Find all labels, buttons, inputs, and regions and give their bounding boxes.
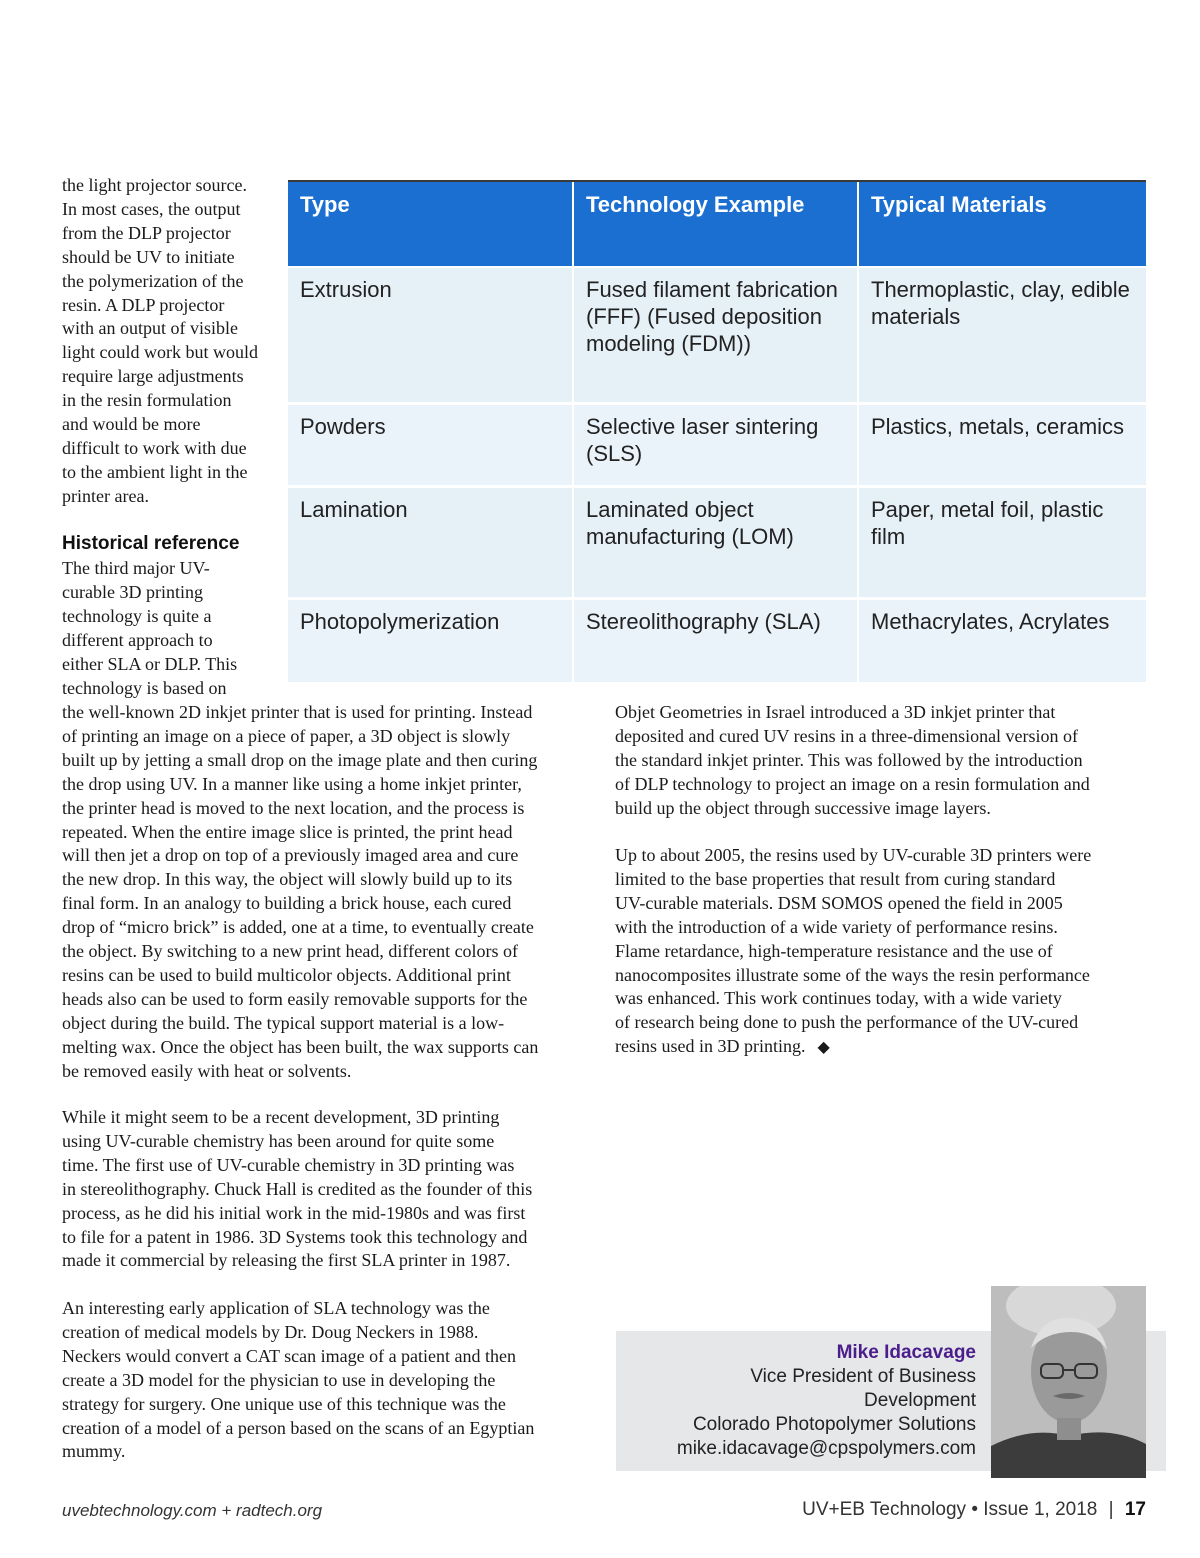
- table-cell-type: Photopolymerization: [288, 598, 573, 682]
- text-line: mummy.: [62, 1441, 126, 1462]
- text-line: creation of medical models by Dr. Doug Neckers in 1988.: [62, 1321, 479, 1342]
- text-line: drop of “micro brick” is added, one at a time, to eventually create: [62, 917, 534, 938]
- author-photo: [991, 1286, 1146, 1478]
- author-info: [616, 1341, 976, 1461]
- table-row: [288, 486, 1146, 598]
- text-line: using UV-curable chemistry has been around for quite some: [62, 1130, 495, 1151]
- history-paragraph-sla: [62, 1106, 592, 1273]
- text-line: light could work but would: [62, 342, 258, 363]
- text-line: in stereolithography. Chuck Hall is credited as the founder of this: [62, 1178, 533, 1199]
- text-line: of printing an image on a piece of paper, a 3D object is slowly: [62, 725, 511, 746]
- text-line: from the DLP projector: [62, 222, 231, 243]
- text-line: build up the object through successive image layers.: [615, 797, 991, 818]
- text-line: the well-known 2D inkjet printer that is used for printing. Instead: [62, 702, 533, 722]
- author-title-line2: Development: [864, 1390, 976, 1411]
- text-line: heads also can be used to form easily removable supports for the: [62, 988, 528, 1009]
- text-line: in the resin formulation: [62, 390, 232, 411]
- table-row: [288, 598, 1146, 682]
- text-line: the light projector source.: [62, 175, 247, 195]
- text-line: process, as he did his initial work in the mid-1980s and was first: [62, 1202, 526, 1223]
- text-line: curable 3D printing: [62, 581, 203, 602]
- footer-issue: Issue 1, 2018: [983, 1499, 1098, 1520]
- resins-paragraph: [615, 844, 1155, 1059]
- author-name: Mike Idacavage: [836, 1342, 976, 1363]
- footer-publication: UV+EB Technology: [802, 1499, 967, 1520]
- text-line: resins used in 3D printing.: [615, 1036, 806, 1057]
- medical-models-paragraph: [62, 1297, 592, 1464]
- text-line: nanocomposites illustrate some of the ways the resin performance: [615, 964, 1090, 985]
- table-cell-materials: Thermoplastic, clay, edible materials: [858, 267, 1146, 403]
- table-cell-example: Fused filament fabrication (FFF) (Fused deposition modeling (FDM)): [573, 267, 858, 403]
- text-line: difficult to work with due: [62, 437, 247, 458]
- table-header-type: Type: [288, 182, 573, 267]
- text-line: strategy for surgery. One unique use of this technique was the: [62, 1393, 506, 1414]
- objet-geometries-paragraph: [615, 701, 1155, 821]
- author-portrait-icon: [991, 1286, 1146, 1478]
- table-cell-type: Lamination: [288, 486, 573, 598]
- text-line: create a 3D model for the physician to use in developing the: [62, 1369, 496, 1390]
- table-header-typical-materials: Typical Materials: [858, 182, 1146, 267]
- text-line: object during the build. The typical support material is a low-: [62, 1012, 505, 1033]
- table-header-technology-example: Technology Example: [573, 182, 858, 267]
- text-line: the new drop. In this way, the object will slowly build up to its: [62, 869, 513, 890]
- text-line: to the ambient light in the: [62, 461, 248, 482]
- page-number: 17: [1124, 1499, 1146, 1520]
- text-line: limited to the base properties that result from curing standard: [615, 868, 1056, 889]
- table-cell-materials: Plastics, metals, ceramics: [858, 403, 1146, 486]
- table-cell-example: Stereolithography (SLA): [573, 598, 858, 682]
- section-heading-historical-reference: Historical reference: [62, 533, 240, 554]
- author-email[interactable]: mike.idacavage@cpspolymers.com: [676, 1438, 976, 1459]
- text-line: Flame retardance, high-temperature resistance and the use of: [615, 940, 1053, 961]
- table-cell-materials: Paper, metal foil, plastic film: [858, 486, 1146, 598]
- text-line: be removed easily with heat or solvents.: [62, 1060, 352, 1081]
- text-line: technology is quite a: [62, 605, 212, 626]
- text-line: with the introduction of a wide variety of performance resins.: [615, 916, 1058, 937]
- text-line: final form. In an analogy to building a brick house, each cured: [62, 893, 512, 914]
- text-line-with-end-mark: [615, 1035, 1155, 1059]
- text-line: will then jet a drop on top of a previously imaged area and cure: [62, 845, 519, 866]
- text-line: An interesting early application of SLA technology was the: [62, 1298, 490, 1318]
- table-cell-example: Laminated object manufacturing (LOM): [573, 486, 858, 598]
- text-line: and would be more: [62, 414, 201, 435]
- text-line: In most cases, the output: [62, 198, 241, 219]
- text-line: should be UV to initiate: [62, 246, 235, 267]
- left-narrow-paragraph: [62, 174, 282, 509]
- author-title-line1: Vice President of Business: [750, 1366, 976, 1387]
- text-line: The third major UV-: [62, 558, 210, 578]
- text-line: was enhanced. This work continues today, with a wide variety: [615, 988, 1062, 1009]
- author-company: Colorado Photopolymer Solutions: [692, 1414, 976, 1435]
- table-cell-example: Selective laser sintering (SLS): [573, 403, 858, 486]
- text-line: the standard inkjet printer. This was followed by the introduction: [615, 749, 1083, 770]
- text-line: Up to about 2005, the resins used by UV-curable 3D printers were: [615, 845, 1092, 865]
- text-line: the printer head is moved to the next location, and the process is: [62, 797, 525, 818]
- text-line: Objet Geometries in Israel introduced a 3D inkjet printer that: [615, 702, 1056, 722]
- text-line: of DLP technology to project an image on a resin formulation and: [615, 773, 1090, 794]
- text-line: creation of a model of a person based on the scans of an Egyptian: [62, 1417, 535, 1438]
- end-mark-icon: ◆: [817, 1037, 830, 1057]
- text-line: different approach to: [62, 629, 213, 650]
- text-line: the polymerization of the: [62, 270, 244, 291]
- text-line: technology is based on: [62, 677, 227, 698]
- table-cell-type: Powders: [288, 403, 573, 486]
- text-line: either SLA or DLP. This: [62, 653, 238, 674]
- table-cell-type: Extrusion: [288, 267, 573, 403]
- text-line: UV-curable materials. DSM SOMOS opened the field in 2005: [615, 892, 1063, 913]
- text-line: built up by jetting a small drop on the image plate and then curing: [62, 749, 538, 770]
- table-row: [288, 403, 1146, 486]
- text-line: repeated. When the entire image slice is printed, the print head: [62, 821, 513, 842]
- text-line: require large adjustments: [62, 366, 244, 387]
- footer-websites: uvebtechnology.com + radtech.org: [62, 1501, 323, 1520]
- footer-publication-info: [802, 1499, 1146, 1521]
- text-line: While it might seem to be a recent development, 3D printing: [62, 1107, 500, 1127]
- text-line: resin. A DLP projector: [62, 294, 225, 315]
- text-line: the drop using UV. In a manner like using a home inkjet printer,: [62, 773, 522, 794]
- historical-paragraph-intro: [62, 557, 292, 700]
- text-line: to file for a patent in 1986. 3D Systems took this technology and: [62, 1226, 528, 1247]
- footer-bullet: •: [971, 1499, 978, 1520]
- footer-separator: |: [1108, 1499, 1114, 1520]
- text-line: time. The first use of UV-curable chemistry in 3D printing was: [62, 1154, 515, 1175]
- text-line: resins can be used to build multicolor objects. Additional print: [62, 964, 511, 985]
- inkjet-paragraph: [62, 701, 592, 1084]
- text-line: with an output of visible: [62, 318, 238, 339]
- text-line: made it commercial by releasing the first SLA printer in 1987.: [62, 1250, 511, 1271]
- text-line: deposited and cured UV resins in a three-dimensional version of: [615, 725, 1079, 746]
- text-line: Neckers would convert a CAT scan image of a patient and then: [62, 1345, 517, 1366]
- text-line: printer area.: [62, 485, 149, 506]
- table-cell-materials: Methacrylates, Acrylates: [858, 598, 1146, 682]
- text-line: melting wax. Once the object has been built, the wax supports can: [62, 1036, 539, 1057]
- table-row: [288, 267, 1146, 403]
- printing-technology-table: [288, 180, 1146, 682]
- text-line: of research being done to push the performance of the UV-cured: [615, 1012, 1079, 1033]
- text-line: the object. By switching to a new print head, different colors of: [62, 941, 519, 962]
